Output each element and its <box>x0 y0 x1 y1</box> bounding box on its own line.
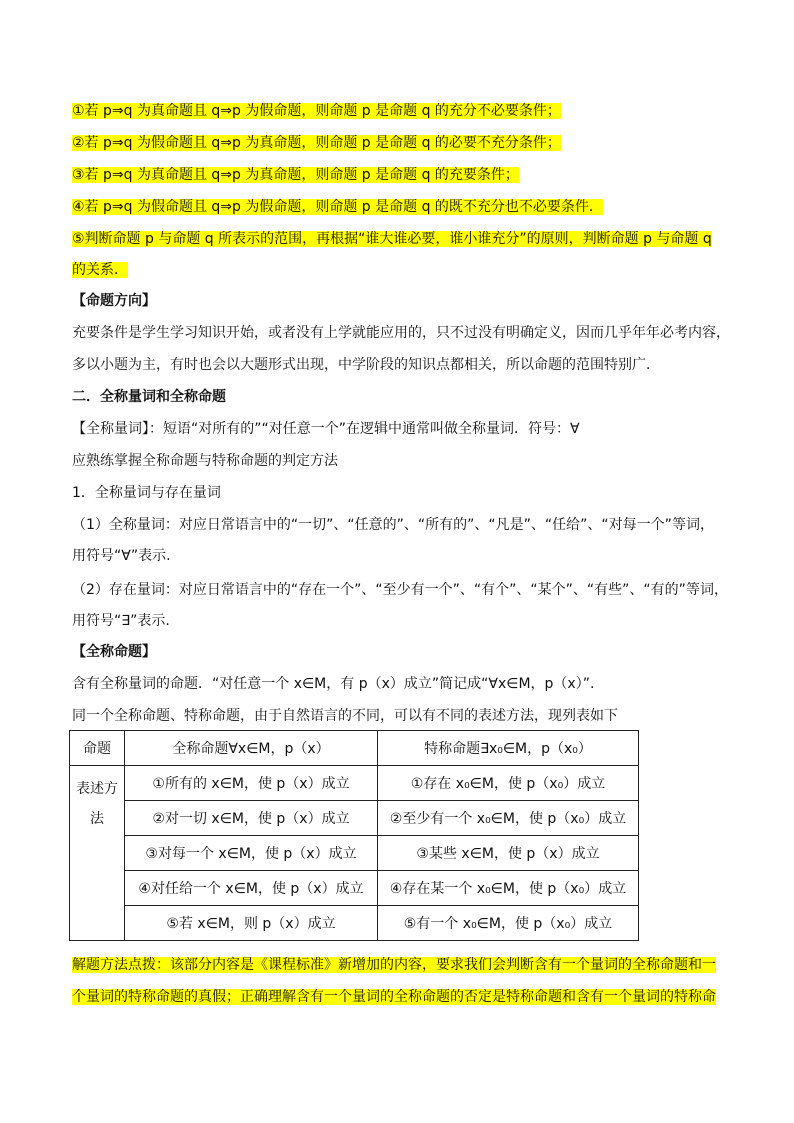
condition-3-text: ③若 p⇒q 为真命题且 q⇒p 为真命题，则命题 p 是命题 q 的充要条件； <box>72 167 519 183</box>
universal-cell-5: ⑤若 x∈M，则 p（x）成立 <box>125 906 378 941</box>
universal-quantifier-def: 【全称量词】：短语“对所有的”“对任意一个”在逻辑中通常叫做全称量词．符号：∀ <box>72 421 580 437</box>
universal-cell-1: ①所有的 x∈M，使 p（x）成立 <box>125 766 378 801</box>
section-title: 二．全称量词和全称命题 <box>72 389 226 405</box>
existential-symbol-line: 用符号“∃”表示. <box>72 613 170 629</box>
method-tip-line-1-text: 解题方法点拨：该部分内容是《课程标准》新增加的内容，要求我们会判断含有一个量词的全称命题和一 <box>72 957 716 973</box>
header-cell-universal: 全称命题∀x∈M，p（x） <box>125 731 378 766</box>
header-cell-proposition: 命题 <box>70 731 125 766</box>
condition-1-text: ①若 p⇒q 为真命题且 q⇒p 为假命题，则命题 p 是命题 q 的充分不必要条件； <box>72 103 561 119</box>
condition-3 <box>72 165 519 185</box>
existential-cell-1: ①存在 x₀∈M，使 p（x₀）成立 <box>378 766 639 801</box>
table-row <box>70 836 639 871</box>
condition-5-cont <box>72 260 128 280</box>
condition-5 <box>72 229 712 249</box>
table-row <box>70 766 639 801</box>
condition-2-text: ②若 p⇒q 为假命题且 q⇒p 为真命题，则命题 p 是命题 q 的必要不充分条件； <box>72 135 561 151</box>
condition-5-text: ⑤判断命题 p 与命题 q 所表示的范围，再根据“谁大谁必要，谁小谁充分”的原则，判断命题 p 与命题 q <box>72 231 712 247</box>
heading-universal-proposition: 【全称命题】 <box>72 644 156 660</box>
table-intro: 同一个全称命题、特称命题，由于自然语言的不同，可以有不同的表述方法，现列表如下 <box>72 708 618 724</box>
condition-5-cont-text: 的关系． <box>72 262 128 278</box>
quantifier-table <box>69 730 639 941</box>
table-row <box>70 801 639 836</box>
condition-4 <box>72 197 603 217</box>
paragraph-line-1: 充要条件是学生学习知识开始，或者没有上学就能应用的，只不过没有明确定义，因而几乎年年必考内容， <box>72 325 730 341</box>
heading-proposition-direction: 【命题方向】 <box>72 293 156 309</box>
universal-quantifier-item: （1）全称量词：对应日常语言中的“一切”、“任意的”、“所有的”、“凡是”、“任给”、“对每一个”等词， <box>72 517 714 533</box>
universal-symbol-line: 用符号“∀”表示. <box>72 548 171 564</box>
table-header-row <box>70 731 639 766</box>
table-row <box>70 906 639 941</box>
method-tip-line-2-text: 个量词的特称命题的真假；正确理解含有一个量词的全称命题的否定是特称命题和含有一个量词的特称命 <box>72 989 716 1005</box>
universal-proposition-def: 含有全称量词的命题．“对任意一个 x∈M，有 p（x）成立”简记成“∀x∈M，p（x）”. <box>72 676 595 692</box>
existential-cell-2: ②至少有一个 x₀∈M，使 p（x₀）成立 <box>378 801 639 836</box>
subsection-1: 1．全称量词与存在量词 <box>72 485 221 501</box>
condition-1 <box>72 101 561 121</box>
method-note: 应熟练掌握全称命题与特称命题的判定方法 <box>72 453 338 469</box>
universal-cell-3: ③对每一个 x∈M，使 p（x）成立 <box>125 836 378 871</box>
universal-cell-4: ④对任给一个 x∈M，使 p（x）成立 <box>125 871 378 906</box>
existential-cell-4: ④存在某一个 x₀∈M，使 p（x₀）成立 <box>378 871 639 906</box>
existential-cell-3: ③某些 x∈M，使 p（x）成立 <box>378 836 639 871</box>
header-cell-existential: 特称命题∃x₀∈M，p（x₀） <box>378 731 639 766</box>
method-tip-line-1 <box>72 955 716 975</box>
existential-cell-5: ⑤有一个 x₀∈M，使 p（x₀）成立 <box>378 906 639 941</box>
existential-quantifier-item: （2）存在量词：对应日常语言中的“存在一个”、“至少有一个”、“有个”、“某个”、“有些”、“有的”等词， <box>72 582 728 598</box>
universal-cell-2: ②对一切 x∈M，使 p（x）成立 <box>125 801 378 836</box>
condition-4-text: ④若 p⇒q 为假命题且 q⇒p 为假命题，则命题 p 是命题 q 的既不充分也不必要条件． <box>72 199 603 215</box>
method-tip-line-2 <box>72 987 716 1007</box>
table-row <box>70 871 639 906</box>
condition-2 <box>72 133 561 153</box>
paragraph-line-2: 多以小题为主，有时也会以大题形式出现，中学阶段的知识点都相关，所以命题的范围特别广． <box>72 357 660 373</box>
row-label-cell: 表述方法 <box>70 766 125 941</box>
